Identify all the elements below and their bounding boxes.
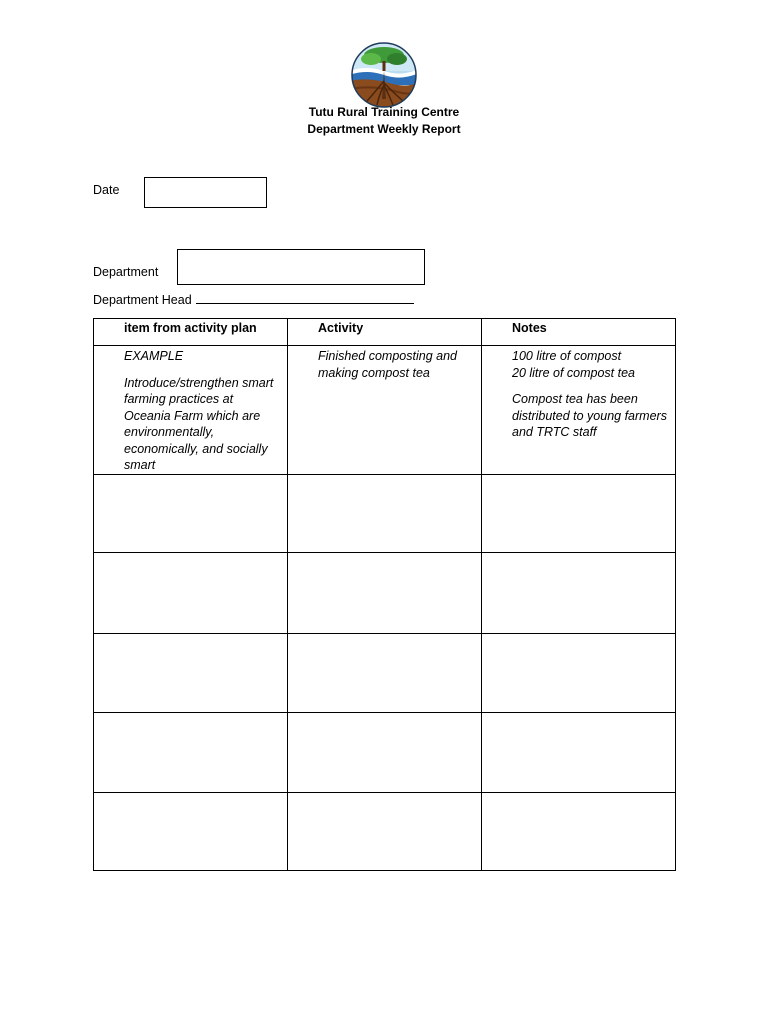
- notes-cell[interactable]: [482, 634, 676, 713]
- report-title: Department Weekly Report: [307, 122, 461, 136]
- notes-cell[interactable]: [482, 475, 676, 553]
- example-notes-line-2: 20 litre of compost tea: [512, 365, 635, 380]
- table-row: [94, 793, 676, 871]
- department-head-label: Department Head: [93, 293, 192, 307]
- activity-cell[interactable]: [288, 475, 482, 553]
- date-label: Date: [93, 183, 120, 197]
- notes-cell[interactable]: [482, 793, 676, 871]
- department-head-row: [93, 291, 414, 308]
- item-cell[interactable]: [94, 475, 288, 553]
- table-header-row: [94, 319, 676, 346]
- item-cell[interactable]: [94, 634, 288, 713]
- example-label: EXAMPLE: [124, 349, 184, 363]
- table-row: [94, 713, 676, 793]
- department-label: Department: [93, 265, 159, 279]
- table-row: [94, 634, 676, 713]
- table-row: [94, 553, 676, 634]
- activity-report-table: [93, 318, 676, 871]
- column-header-item: item from activity plan: [94, 319, 288, 346]
- date-field[interactable]: [144, 177, 267, 208]
- item-cell[interactable]: [94, 793, 288, 871]
- notes-cell[interactable]: [482, 713, 676, 793]
- department-head-line[interactable]: [196, 291, 414, 304]
- activity-cell[interactable]: [288, 793, 482, 871]
- example-item-cell: [94, 346, 288, 475]
- table-row: [94, 475, 676, 553]
- activity-cell[interactable]: [288, 713, 482, 793]
- item-cell[interactable]: [94, 713, 288, 793]
- column-header-activity: Activity: [288, 319, 482, 346]
- notes-cell[interactable]: [482, 553, 676, 634]
- example-notes-cell: [482, 346, 676, 475]
- org-name: Tutu Rural Training Centre: [308, 105, 460, 119]
- example-activity-text: Finished composting and making compost tea: [318, 349, 457, 380]
- example-row: [94, 346, 676, 475]
- column-header-notes: Notes: [482, 319, 676, 346]
- department-field[interactable]: [177, 249, 425, 285]
- example-notes-line-3: Compost tea has been distributed to young farmers and TRTC staff: [512, 392, 667, 439]
- organization-logo: [349, 41, 419, 109]
- example-activity-cell: [288, 346, 482, 475]
- example-notes-line-1: 100 litre of compost: [512, 349, 622, 363]
- example-item-text: Introduce/strengthen smart farming practices at Oceania Farm which are environmentally, economically, and socially smart: [124, 375, 274, 472]
- item-cell[interactable]: [94, 553, 288, 634]
- activity-cell[interactable]: [288, 634, 482, 713]
- activity-cell[interactable]: [288, 553, 482, 634]
